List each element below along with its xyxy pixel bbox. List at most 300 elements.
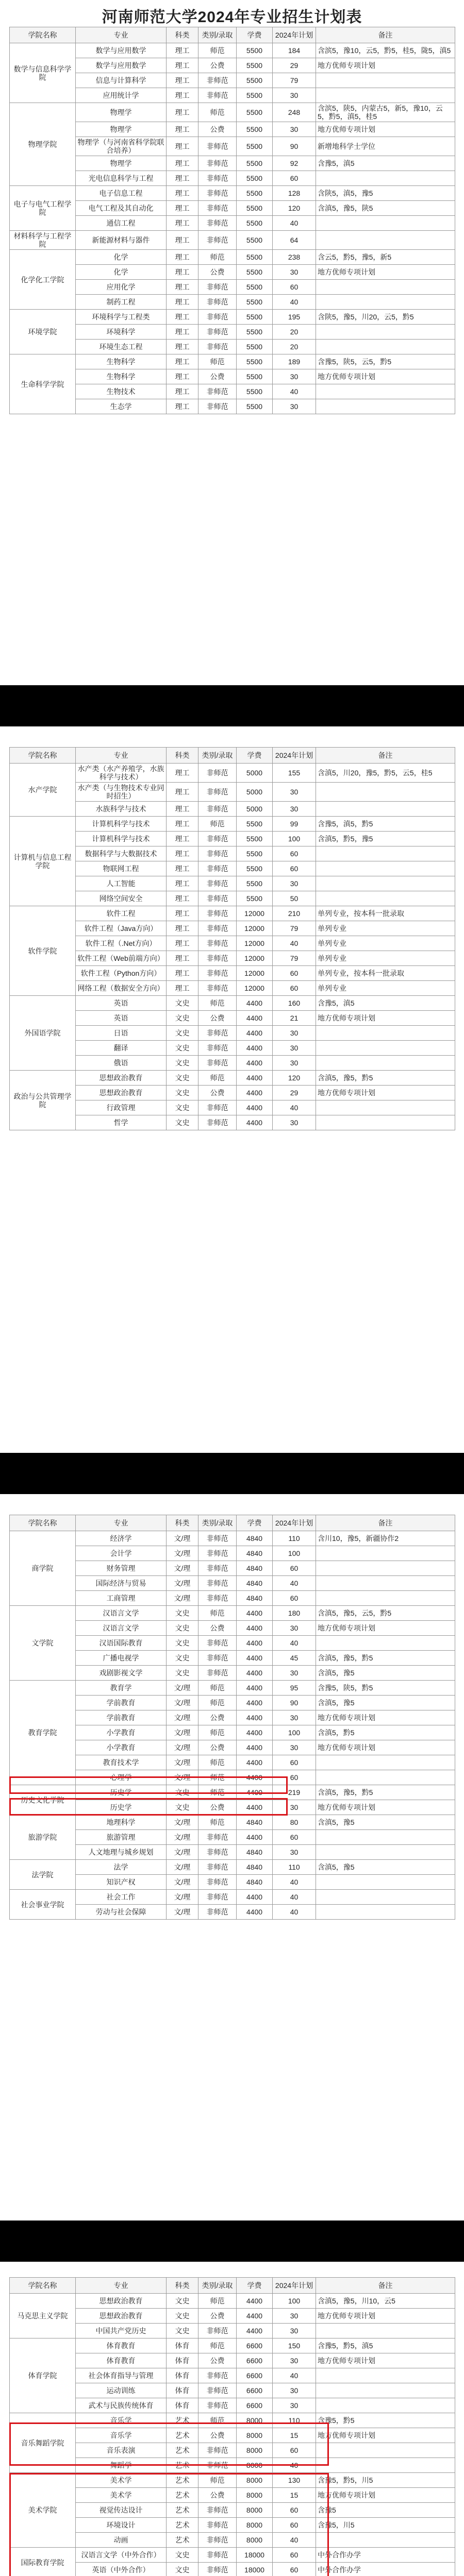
subject-cell: 艺术: [167, 2488, 198, 2503]
quota-cell: 60: [273, 280, 316, 295]
category-cell: 非师范: [198, 1026, 237, 1041]
table-row: [10, 783, 455, 802]
college-cell: 外国语学院: [10, 996, 76, 1071]
table-row: [10, 295, 455, 310]
remark-cell: 单列专业: [316, 981, 455, 996]
remark-cell: 单列专业: [316, 951, 455, 966]
tuition-cell: 4400: [237, 1071, 273, 1086]
subject-cell: 文史: [167, 1100, 198, 1115]
remark-cell: [316, 861, 455, 876]
remark-cell: 含滨5，陕5，内蒙古5，新5，豫10，云5，黔5，滇5，桂5: [316, 103, 455, 122]
major-cell: 思想政治教育: [76, 2309, 167, 2324]
category-cell: 非师范: [198, 2383, 237, 2398]
quota-cell: 99: [273, 817, 316, 832]
subject-cell: 文/理: [167, 1725, 198, 1740]
major-cell: 武术与民族传统体育: [76, 2398, 167, 2413]
quota-cell: 30: [273, 802, 316, 817]
major-cell: 软件工程（Web前端方向）: [76, 951, 167, 966]
subject-cell: 理工: [167, 951, 198, 966]
highlight-box: [9, 1798, 288, 1816]
subject-cell: 理工: [167, 58, 198, 73]
quota-cell: 30: [273, 783, 316, 802]
remark-cell: [316, 1770, 455, 1785]
quota-cell: 29: [273, 1086, 316, 1100]
major-cell: 动画: [76, 2533, 167, 2548]
college-cell: 马克思主义学院: [10, 2294, 76, 2338]
tuition-cell: 4400: [237, 1710, 273, 1725]
major-cell: 化学: [76, 250, 167, 265]
subject-cell: 理工: [167, 103, 198, 122]
column-header: 备注: [316, 27, 455, 43]
category-cell: 师范: [198, 1071, 237, 1086]
column-header: 2024年计划: [273, 748, 316, 764]
remark-cell: 地方优师专项计划: [316, 1740, 455, 1755]
column-header: 备注: [316, 2278, 455, 2294]
category-cell: 非师范: [198, 156, 237, 171]
table-row: [10, 250, 455, 265]
tuition-cell: 5500: [237, 171, 273, 186]
category-cell: 非师范: [198, 340, 237, 354]
tuition-cell: 5500: [237, 384, 273, 399]
subject-cell: 理工: [167, 832, 198, 846]
major-cell: 生物技术: [76, 384, 167, 399]
subject-cell: 理工: [167, 280, 198, 295]
category-cell: 师范: [198, 1606, 237, 1621]
major-cell: 经济学: [76, 1531, 167, 1546]
category-cell: 非师范: [198, 1591, 237, 1606]
tuition-cell: 8000: [237, 2518, 273, 2533]
subject-cell: 理工: [167, 354, 198, 369]
category-cell: 非师范: [198, 951, 237, 966]
remark-cell: [316, 1561, 455, 1576]
subject-cell: 艺术: [167, 2503, 198, 2518]
subject-cell: 艺术: [167, 2428, 198, 2443]
table-row: [10, 1815, 455, 1830]
tuition-cell: 5500: [237, 58, 273, 73]
major-cell: 生物科学: [76, 369, 167, 384]
remark-cell: 含豫5，川5: [316, 2518, 455, 2533]
tuition-cell: 5500: [237, 186, 273, 201]
table-row: [10, 802, 455, 817]
table-row: [10, 1026, 455, 1041]
quota-cell: 60: [273, 2503, 316, 2518]
quota-cell: 60: [273, 1591, 316, 1606]
major-cell: 广播电视学: [76, 1651, 167, 1666]
remark-cell: [316, 802, 455, 817]
tuition-cell: 6600: [237, 2383, 273, 2398]
subject-cell: 理工: [167, 325, 198, 340]
remark-cell: 含滇5，豫5，黔5: [316, 1651, 455, 1666]
major-cell: 人工智能: [76, 876, 167, 891]
major-cell: 思想政治教育: [76, 1071, 167, 1086]
tuition-cell: 5500: [237, 846, 273, 861]
table-row: [10, 951, 455, 966]
major-cell: 历史学: [76, 1785, 167, 1800]
major-cell: 网络空间安全: [76, 891, 167, 906]
subject-cell: 理工: [167, 216, 198, 231]
category-cell: 非师范: [198, 2503, 237, 2518]
tuition-cell: 4400: [237, 1681, 273, 1696]
table-row: [10, 1576, 455, 1591]
table-row: [10, 1086, 455, 1100]
remark-cell: 单列专业，按本科一批录取: [316, 906, 455, 921]
tuition-cell: 12000: [237, 951, 273, 966]
page-4: [0, 2262, 464, 2576]
category-cell: 非师范: [198, 764, 237, 783]
subject-cell: 理工: [167, 399, 198, 414]
column-header: 类别/录取: [198, 748, 237, 764]
tuition-cell: 4400: [237, 2294, 273, 2309]
remark-cell: 含滇5，川20，豫5，黔5，云5，桂5: [316, 764, 455, 783]
remark-cell: 地方优师专项计划: [316, 369, 455, 384]
tuition-cell: 4400: [237, 1830, 273, 1845]
tuition-cell: 12000: [237, 966, 273, 981]
major-cell: 旅游管理: [76, 1830, 167, 1845]
subject-cell: 理工: [167, 231, 198, 250]
table-row: [10, 966, 455, 981]
quota-cell: 80: [273, 1815, 316, 1830]
quota-cell: 60: [273, 2563, 316, 2576]
category-cell: 师范: [198, 1696, 237, 1710]
column-header: 专业: [76, 2278, 167, 2294]
quota-cell: 95: [273, 1681, 316, 1696]
remark-cell: [316, 171, 455, 186]
major-cell: 运动训练: [76, 2383, 167, 2398]
table-row: [10, 2324, 455, 2338]
remark-cell: [316, 280, 455, 295]
quota-cell: 90: [273, 1696, 316, 1710]
tuition-cell: 4840: [237, 1546, 273, 1561]
quota-cell: 40: [273, 1100, 316, 1115]
quota-cell: 210: [273, 906, 316, 921]
remark-cell: [316, 1100, 455, 1115]
quota-cell: 79: [273, 951, 316, 966]
major-cell: 物理学: [76, 122, 167, 137]
category-cell: 非师范: [198, 1890, 237, 1905]
category-cell: 非师范: [198, 2368, 237, 2383]
table-row: [10, 861, 455, 876]
major-cell: 应用化学: [76, 280, 167, 295]
remark-cell: [316, 1830, 455, 1845]
remark-cell: [316, 1591, 455, 1606]
tuition-cell: 5500: [237, 216, 273, 231]
subject-cell: 理工: [167, 966, 198, 981]
category-cell: 师范: [198, 1815, 237, 1830]
subject-cell: 理工: [167, 310, 198, 325]
category-cell: 非师范: [198, 231, 237, 250]
remark-cell: 含豫5，滇5: [316, 156, 455, 171]
remark-cell: 地方优师专项计划: [316, 1086, 455, 1100]
subject-cell: 理工: [167, 891, 198, 906]
college-cell: 教育学院: [10, 1681, 76, 1785]
major-cell: 网络工程（数据安全方向）: [76, 981, 167, 996]
category-cell: 公费: [198, 122, 237, 137]
subject-cell: 文/理: [167, 1740, 198, 1755]
major-cell: 劳动与社会保障: [76, 1905, 167, 1920]
major-cell: 数学与应用数学: [76, 58, 167, 73]
subject-cell: 文/理: [167, 1591, 198, 1606]
table-row: [10, 88, 455, 103]
tuition-cell: 5500: [237, 861, 273, 876]
major-cell: 新能源材料与器件: [76, 231, 167, 250]
tuition-cell: 4400: [237, 1785, 273, 1800]
remark-cell: 含滇5，豫5，川10，云5: [316, 2294, 455, 2309]
subject-cell: 理工: [167, 906, 198, 921]
table-row: [10, 1591, 455, 1606]
quota-cell: 60: [273, 966, 316, 981]
category-cell: 非师范: [198, 2533, 237, 2548]
category-cell: 非师范: [198, 1115, 237, 1130]
table-row: [10, 2294, 455, 2309]
quota-cell: 40: [273, 1905, 316, 1920]
subject-cell: 艺术: [167, 2518, 198, 2533]
subject-cell: 文史: [167, 1606, 198, 1621]
page-1: [0, 0, 464, 685]
quota-cell: 110: [273, 1531, 316, 1546]
category-cell: 师范: [198, 1785, 237, 1800]
quota-cell: 30: [273, 369, 316, 384]
subject-cell: 理工: [167, 876, 198, 891]
category-cell: 非师范: [198, 280, 237, 295]
column-header: 学费: [237, 27, 273, 43]
subject-cell: 文史: [167, 1621, 198, 1636]
table-row: [10, 399, 455, 414]
major-cell: 地理科学: [76, 1815, 167, 1830]
subject-cell: 理工: [167, 981, 198, 996]
tuition-cell: 4400: [237, 1026, 273, 1041]
category-cell: 非师范: [198, 1845, 237, 1860]
major-cell: 学前教育: [76, 1696, 167, 1710]
major-cell: 环境科学: [76, 325, 167, 340]
remark-cell: 单列专业: [316, 936, 455, 951]
quota-cell: 40: [273, 936, 316, 951]
tuition-cell: 4400: [237, 1606, 273, 1621]
category-cell: 公费: [198, 265, 237, 280]
major-cell: 数据科学与大数据技术: [76, 846, 167, 861]
quota-cell: 189: [273, 354, 316, 369]
subject-cell: 文史: [167, 2294, 198, 2309]
table-row: [10, 201, 455, 216]
table-row: [10, 186, 455, 201]
table-row: [10, 1696, 455, 1710]
quota-cell: 64: [273, 231, 316, 250]
tuition-cell: 4400: [237, 1755, 273, 1770]
major-cell: 汉语言文学（中外合作）: [76, 2548, 167, 2563]
remark-cell: [316, 1115, 455, 1130]
table-row: [10, 921, 455, 936]
college-cell: 历史文化学院: [10, 1785, 76, 1815]
tuition-cell: 5500: [237, 103, 273, 122]
tuition-cell: 4400: [237, 1905, 273, 1920]
category-cell: 非师范: [198, 2324, 237, 2338]
column-header: 专业: [76, 1515, 167, 1531]
major-cell: 知识产权: [76, 1875, 167, 1890]
category-cell: 非师范: [198, 936, 237, 951]
subject-cell: 文/理: [167, 1546, 198, 1561]
tuition-cell: 4400: [237, 1890, 273, 1905]
tuition-cell: 5500: [237, 250, 273, 265]
subject-cell: 理工: [167, 88, 198, 103]
quota-cell: 60: [273, 2518, 316, 2533]
quota-cell: 30: [273, 2398, 316, 2413]
category-cell: 非师范: [198, 2458, 237, 2473]
tuition-cell: 5500: [237, 122, 273, 137]
subject-cell: 文史: [167, 2548, 198, 2563]
category-cell: 公费: [198, 2428, 237, 2443]
table-row: [10, 340, 455, 354]
tuition-cell: 4400: [237, 1651, 273, 1666]
page-title: 河南师范大学2024年专业招生计划表: [102, 9, 362, 26]
major-cell: 数学与应用数学: [76, 43, 167, 58]
table-row: [10, 122, 455, 137]
quota-cell: 20: [273, 340, 316, 354]
column-header: 科类: [167, 27, 198, 43]
remark-cell: 地方优师专项计划: [316, 1621, 455, 1636]
tuition-cell: 5000: [237, 764, 273, 783]
major-cell: 工商管理: [76, 1591, 167, 1606]
category-cell: 非师范: [198, 906, 237, 921]
major-cell: 国际经济与贸易: [76, 1576, 167, 1591]
major-cell: 会计学: [76, 1546, 167, 1561]
subject-cell: 文/理: [167, 1561, 198, 1576]
remark-cell: 含豫5，滇5: [316, 996, 455, 1011]
column-header: 2024年计划: [273, 2278, 316, 2294]
table-row: [10, 2368, 455, 2383]
tuition-cell: 4840: [237, 1875, 273, 1890]
major-cell: 电气工程及其自动化: [76, 201, 167, 216]
major-cell: 视觉传达设计: [76, 2503, 167, 2518]
category-cell: 非师范: [198, 2518, 237, 2533]
remark-cell: [316, 384, 455, 399]
quota-cell: 40: [273, 2458, 316, 2473]
subject-cell: 理工: [167, 936, 198, 951]
quota-cell: 60: [273, 1770, 316, 1785]
subject-cell: 理工: [167, 340, 198, 354]
table-row: [10, 1830, 455, 1845]
quota-cell: 30: [273, 1845, 316, 1860]
remark-cell: [316, 2383, 455, 2398]
major-cell: 物联网工程: [76, 861, 167, 876]
category-cell: 非师范: [198, 1666, 237, 1681]
subject-cell: 文史: [167, 1115, 198, 1130]
remark-cell: 含滇5，豫5: [316, 1860, 455, 1875]
quota-cell: 40: [273, 1636, 316, 1651]
remark-cell: 含陕5，豫5，川20，云5，黔5: [316, 310, 455, 325]
college-cell: 文学院: [10, 1606, 76, 1681]
category-cell: 非师范: [198, 891, 237, 906]
category-cell: 非师范: [198, 2398, 237, 2413]
category-cell: 公费: [198, 1740, 237, 1755]
major-cell: 软件工程（.Net方向）: [76, 936, 167, 951]
major-cell: 英语: [76, 1011, 167, 1026]
tuition-cell: 4840: [237, 1591, 273, 1606]
quota-cell: 60: [273, 2548, 316, 2563]
major-cell: 英语（中外合作）: [76, 2563, 167, 2576]
subject-cell: 文/理: [167, 1710, 198, 1725]
table-row: [10, 1740, 455, 1755]
remark-cell: 含滇5，豫5，黔5: [316, 1785, 455, 1800]
category-cell: 非师范: [198, 783, 237, 802]
table-row: [10, 1845, 455, 1860]
tuition-cell: 5500: [237, 340, 273, 354]
major-cell: 水产类（与生物技术专业同时招生）: [76, 783, 167, 802]
table-row: [10, 891, 455, 906]
table-row: [10, 2398, 455, 2413]
category-cell: 师范: [198, 2473, 237, 2488]
subject-cell: 体育: [167, 2398, 198, 2413]
quota-cell: 30: [273, 1666, 316, 1681]
tuition-cell: 4400: [237, 1666, 273, 1681]
tuition-cell: 5500: [237, 354, 273, 369]
quota-cell: 30: [273, 2353, 316, 2368]
major-cell: 俄语: [76, 1056, 167, 1071]
quota-cell: 30: [273, 1710, 316, 1725]
quota-cell: 30: [273, 2383, 316, 2398]
table-row: [10, 1651, 455, 1666]
major-cell: 体育教育: [76, 2353, 167, 2368]
remark-cell: [316, 231, 455, 250]
table-row: [10, 876, 455, 891]
subject-cell: 理工: [167, 201, 198, 216]
subject-cell: 文史: [167, 2563, 198, 2576]
quota-cell: 21: [273, 1011, 316, 1026]
page-2: [0, 726, 464, 1453]
tuition-cell: 8000: [237, 2428, 273, 2443]
quota-cell: 30: [273, 122, 316, 137]
category-cell: 非师范: [198, 1576, 237, 1591]
major-cell: 舞蹈学: [76, 2458, 167, 2473]
college-cell: 商学院: [10, 1531, 76, 1606]
quota-cell: 195: [273, 310, 316, 325]
tuition-cell: 5500: [237, 310, 273, 325]
remark-cell: 含豫5: [316, 2503, 455, 2518]
college-cell: 法学院: [10, 1860, 76, 1890]
highlight-box: [9, 2473, 329, 2576]
remark-cell: 含滇5，黔5，豫5: [316, 832, 455, 846]
category-cell: 师范: [198, 1755, 237, 1770]
subject-cell: 文/理: [167, 1770, 198, 1785]
quota-cell: 40: [273, 295, 316, 310]
category-cell: 非师范: [198, 1561, 237, 1576]
quota-cell: 30: [273, 1056, 316, 1071]
category-cell: 非师范: [198, 295, 237, 310]
major-cell: 应用统计学: [76, 88, 167, 103]
category-cell: 非师范: [198, 1636, 237, 1651]
subject-cell: 艺术: [167, 2413, 198, 2428]
remark-cell: [316, 846, 455, 861]
quota-cell: 180: [273, 1606, 316, 1621]
tuition-cell: 6600: [237, 2398, 273, 2413]
college-cell: 美术学院: [10, 2473, 76, 2548]
highlight-box: [9, 1776, 288, 1794]
major-cell: 日语: [76, 1026, 167, 1041]
category-cell: 非师范: [198, 137, 237, 156]
major-cell: 汉语言文学: [76, 1621, 167, 1636]
major-cell: 思想政治教育: [76, 2294, 167, 2309]
remark-cell: [316, 1636, 455, 1651]
major-cell: 财务管理: [76, 1561, 167, 1576]
subject-cell: 文史: [167, 2309, 198, 2324]
category-cell: 非师范: [198, 846, 237, 861]
tuition-cell: 5000: [237, 802, 273, 817]
table-row: [10, 354, 455, 369]
major-cell: 美术学: [76, 2488, 167, 2503]
major-cell: 生物科学: [76, 354, 167, 369]
remark-cell: 含豫5，陕5，云5，黔5: [316, 354, 455, 369]
major-cell: 汉语国际教育: [76, 1636, 167, 1651]
major-cell: 翻译: [76, 1041, 167, 1056]
quota-cell: 79: [273, 921, 316, 936]
